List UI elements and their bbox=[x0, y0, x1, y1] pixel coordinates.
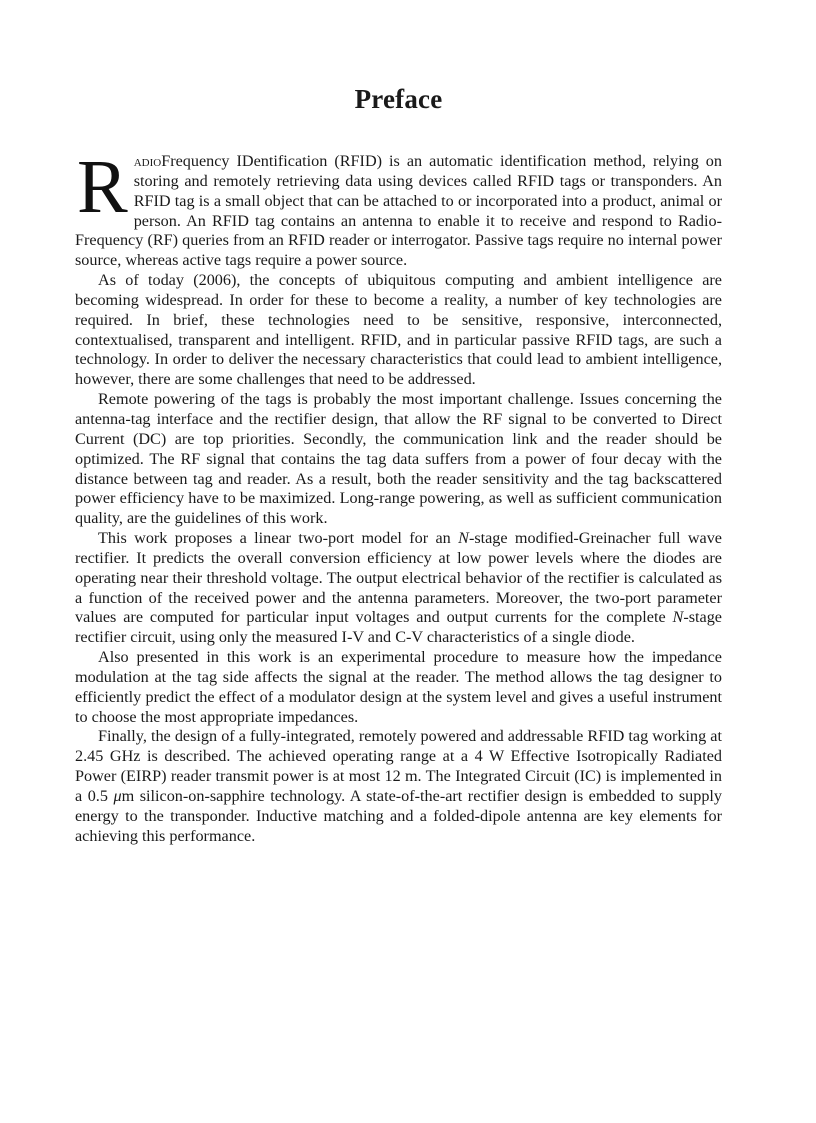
paragraph-4-text-b: -stage modified-Greinacher full wave rectifier. It predicts the overall conversion efficiency at low power levels where the diodes are operating near their threshold voltage. The output electrical behavior of the rectifier is calculated as a function of the received power and the antenna parameters. Moreover, the two-port parameter values are computed for particular input voltages and output currents for the complete bbox=[75, 529, 722, 627]
lead-smallcaps: adio bbox=[133, 152, 162, 170]
math-n: N bbox=[458, 529, 469, 548]
paragraph-4-text-c: -stage rectifier circuit, using only the measured I-V and C-V characteristics of a single diode. bbox=[75, 608, 722, 647]
paragraph-1-text: Frequency IDentification (RFID) is an automatic identification method, relying on storing and remotely retrieving data using devices called RFID tags or transponders. An RFID tag is a small object that can be attached to or incorporated into a product, animal or person. An RFID tag contains an antenna to enable it to receive and respond to Radio-Frequency (RF) queries from an RFID reader or interrogator. Passive tags require no internal power source, whereas active tags require a power source. bbox=[75, 152, 722, 270]
math-n: N bbox=[672, 608, 684, 627]
paragraph-3: Remote powering of the tags is probably the most important challenge. Issues concerning the antenna-tag interface and the rectifier design, that allow the RF signal to be converted to Direct Current (DC) are top priorities. Secondly, the communication link and the reader should be optimized. The RF signal that contains the tag data suffers from a power of four decay with the distance between tag and reader. As a result, both the reader sensitivity and the tag backscattered power efficiency have to be maximized. Long-range powering, as well as sufficient communication quality, are the guidelines of this work. bbox=[75, 390, 722, 528]
drop-cap: R bbox=[77, 145, 128, 229]
paragraph-6-text-b: m silicon-on-sapphire technology. A state-of-the-art rectifier design is embedded to supply energy to the transponder. Inductive matching and a folded-dipole antenna are key elements for achieving this performance. bbox=[75, 787, 723, 845]
paragraph-5: Also presented in this work is an experimental procedure to measure how the impedance modulation at the tag side affects the signal at the reader. The method allows the tag designer to efficiently predict the effect of a modulator design at the system level and gives a useful instrument to choose the most appropriate impedances. bbox=[75, 648, 722, 726]
paragraph-4-text-a: This work proposes a linear two-port model for an bbox=[98, 529, 459, 548]
paragraph-6 bbox=[75, 727, 722, 846]
preface-body bbox=[75, 145, 723, 847]
paragraph-4 bbox=[75, 529, 722, 648]
math-mu: μ bbox=[113, 787, 122, 805]
paragraph-1 bbox=[75, 145, 722, 271]
paragraph-6-text-a: Finally, the design of a fully-integrated, remotely powered and addressable RFID tag working at 2.45 GHz is described. The achieved operating range at a 4 W Effective Isotropically Radiated Power (EIRP) reader transmit power is at most 12 m. The Integrated Circuit (IC) is implemented in a 0.5 bbox=[75, 727, 722, 805]
paragraph-2: As of today (2006), the concepts of ubiquitous computing and ambient intelligence are becoming widespread. In order for these to become a reality, a number of key technologies are required. In brief, these technologies need to be sensitive, responsive, interconnected, contextualised, transparent and intelligent. RFID, and in particular passive RFID tags, are such a technology. In order to deliver the necessary characteristics that could lead to ambient intelligence, however, there are some challenges that need to be addressed. bbox=[75, 271, 722, 389]
page-title: Preface bbox=[354, 84, 443, 114]
